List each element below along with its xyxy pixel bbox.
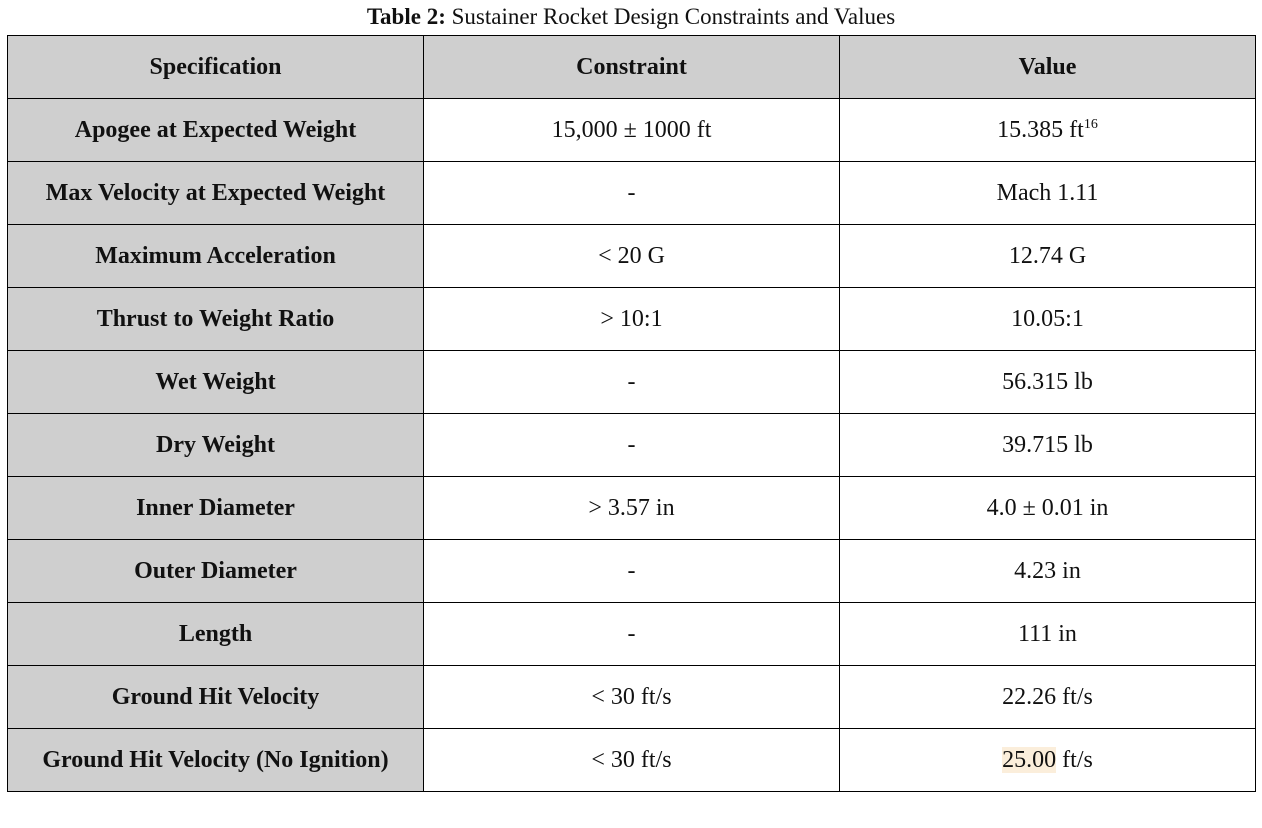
table-row	[8, 477, 1256, 540]
caption-text: Sustainer Rocket Design Constraints and Values	[445, 4, 896, 29]
spec-cell: Ground Hit Velocity	[8, 666, 424, 729]
table-row	[8, 603, 1256, 666]
table-caption	[0, 4, 1262, 30]
value-cell: 22.26 ft/s	[840, 666, 1256, 729]
constraint-cell: < 20 G	[424, 225, 840, 288]
highlighted-value: 25.00	[1002, 746, 1057, 773]
value-cell: 4.0 ± 0.01 in	[840, 477, 1256, 540]
constraint-cell: -	[424, 603, 840, 666]
spec-cell: Thrust to Weight Ratio	[8, 288, 424, 351]
spec-cell: Length	[8, 603, 424, 666]
table-row	[8, 162, 1256, 225]
constraint-cell: 15,000 ± 1000 ft	[424, 99, 840, 162]
constraint-cell: > 10:1	[424, 288, 840, 351]
header-constraint: Constraint	[424, 36, 840, 99]
value-unit: ft/s	[1056, 746, 1093, 773]
constraint-cell: > 3.57 in	[424, 477, 840, 540]
caption-label: Table 2:	[366, 4, 446, 29]
value-cell: Mach 1.11	[840, 162, 1256, 225]
table-row	[8, 666, 1256, 729]
spec-cell: Maximum Acceleration	[8, 225, 424, 288]
table-row	[8, 288, 1256, 351]
constraint-cell: < 30 ft/s	[424, 666, 840, 729]
spec-cell: Ground Hit Velocity (No Ignition)	[8, 729, 424, 792]
spec-table	[7, 35, 1256, 792]
spec-cell: Dry Weight	[8, 414, 424, 477]
value-cell: 4.23 in	[840, 540, 1256, 603]
value-cell	[840, 99, 1256, 162]
value-cell: 12.74 G	[840, 225, 1256, 288]
table-row	[8, 99, 1256, 162]
value-text: 15.385 ft	[997, 116, 1084, 143]
value-cell: 10.05:1	[840, 288, 1256, 351]
header-specification: Specification	[8, 36, 424, 99]
constraint-cell: -	[424, 414, 840, 477]
table-row	[8, 540, 1256, 603]
value-cell: 111 in	[840, 603, 1256, 666]
constraint-cell: -	[424, 351, 840, 414]
header-value: Value	[840, 36, 1256, 99]
constraint-cell: -	[424, 540, 840, 603]
value-cell	[840, 729, 1256, 792]
spec-cell: Wet Weight	[8, 351, 424, 414]
constraint-cell: < 30 ft/s	[424, 729, 840, 792]
header-row	[8, 36, 1256, 99]
value-cell: 39.715 lb	[840, 414, 1256, 477]
spec-cell: Outer Diameter	[8, 540, 424, 603]
spec-cell: Max Velocity at Expected Weight	[8, 162, 424, 225]
table-row	[8, 225, 1256, 288]
table-row	[8, 729, 1256, 792]
table-row	[8, 351, 1256, 414]
spec-cell: Inner Diameter	[8, 477, 424, 540]
footnote-ref: 16	[1083, 116, 1098, 132]
table-row	[8, 414, 1256, 477]
constraint-cell: -	[424, 162, 840, 225]
spec-cell: Apogee at Expected Weight	[8, 99, 424, 162]
value-cell: 56.315 lb	[840, 351, 1256, 414]
